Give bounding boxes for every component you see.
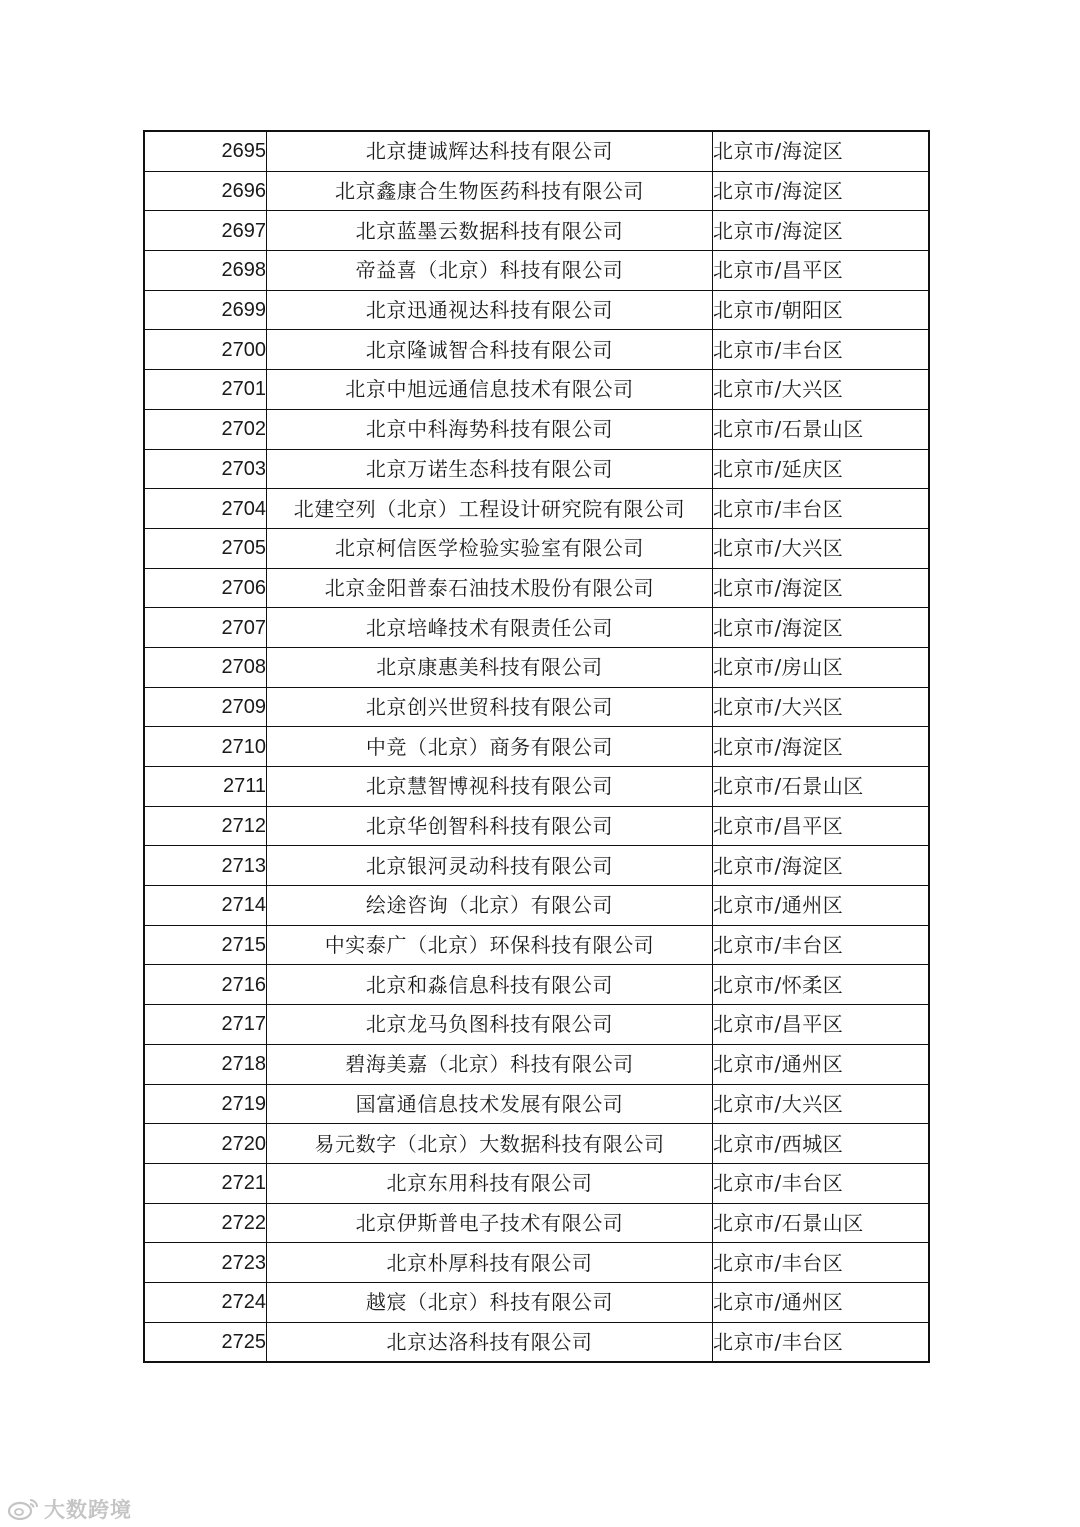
row-number-cell: 2704 <box>144 489 267 529</box>
company-name-cell: 北京慧智博视科技有限公司 <box>267 767 713 807</box>
company-name-cell: 国富通信息技术发展有限公司 <box>267 1084 713 1124</box>
row-number-cell: 2695 <box>144 131 267 171</box>
table-row <box>144 1322 929 1362</box>
region-cell: 北京市/海淀区 <box>713 131 930 171</box>
row-number-cell: 2703 <box>144 449 267 489</box>
table-row <box>144 489 929 529</box>
table-row <box>144 528 929 568</box>
company-name-cell: 北京华创智科科技有限公司 <box>267 806 713 846</box>
watermark <box>6 1494 132 1524</box>
region-cell: 北京市/大兴区 <box>713 687 930 727</box>
company-name-cell: 北京万诺生态科技有限公司 <box>267 449 713 489</box>
table-row <box>144 647 929 687</box>
company-name-cell: 北建空列（北京）工程设计研究院有限公司 <box>267 489 713 529</box>
row-number-cell: 2717 <box>144 1005 267 1045</box>
table-row <box>144 925 929 965</box>
table-row <box>144 1243 929 1283</box>
company-name-cell: 北京捷诚辉达科技有限公司 <box>267 131 713 171</box>
row-number-cell: 2709 <box>144 687 267 727</box>
table-row <box>144 687 929 727</box>
table-row <box>144 251 929 291</box>
region-cell: 北京市/石景山区 <box>713 767 930 807</box>
region-cell: 北京市/海淀区 <box>713 171 930 211</box>
company-name-cell: 北京东用科技有限公司 <box>267 1163 713 1203</box>
table-row <box>144 1005 929 1045</box>
company-name-cell: 北京银河灵动科技有限公司 <box>267 846 713 886</box>
table-row <box>144 806 929 846</box>
table-row <box>144 1163 929 1203</box>
region-cell: 北京市/怀柔区 <box>713 965 930 1005</box>
region-cell: 北京市/丰台区 <box>713 1163 930 1203</box>
table-row <box>144 449 929 489</box>
row-number-cell: 2720 <box>144 1124 267 1164</box>
region-cell: 北京市/西城区 <box>713 1124 930 1164</box>
row-number-cell: 2708 <box>144 647 267 687</box>
region-cell: 北京市/延庆区 <box>713 449 930 489</box>
company-name-cell: 中实泰广（北京）环保科技有限公司 <box>267 925 713 965</box>
company-name-cell: 北京康惠美科技有限公司 <box>267 647 713 687</box>
company-name-cell: 北京伊斯普电子技术有限公司 <box>267 1203 713 1243</box>
region-cell: 北京市/丰台区 <box>713 1322 930 1362</box>
company-list-table <box>143 130 930 1363</box>
table-row <box>144 965 929 1005</box>
region-cell: 北京市/海淀区 <box>713 608 930 648</box>
company-name-cell: 北京培峰技术有限责任公司 <box>267 608 713 648</box>
company-name-cell: 碧海美嘉（北京）科技有限公司 <box>267 1044 713 1084</box>
row-number-cell: 2700 <box>144 330 267 370</box>
table-row <box>144 171 929 211</box>
row-number-cell: 2715 <box>144 925 267 965</box>
row-number-cell: 2722 <box>144 1203 267 1243</box>
row-number-cell: 2714 <box>144 886 267 926</box>
company-name-cell: 北京金阳普泰石油技术股份有限公司 <box>267 568 713 608</box>
company-name-cell: 北京鑫康合生物医药科技有限公司 <box>267 171 713 211</box>
region-cell: 北京市/昌平区 <box>713 806 930 846</box>
company-name-cell: 北京和淼信息科技有限公司 <box>267 965 713 1005</box>
company-name-cell: 北京中旭远通信息技术有限公司 <box>267 370 713 410</box>
region-cell: 北京市/海淀区 <box>713 568 930 608</box>
row-number-cell: 2710 <box>144 727 267 767</box>
company-name-cell: 北京隆诚智合科技有限公司 <box>267 330 713 370</box>
row-number-cell: 2724 <box>144 1282 267 1322</box>
row-number-cell: 2711 <box>144 767 267 807</box>
region-cell: 北京市/通州区 <box>713 1044 930 1084</box>
region-cell: 北京市/大兴区 <box>713 528 930 568</box>
region-cell: 北京市/昌平区 <box>713 251 930 291</box>
table-row <box>144 846 929 886</box>
table-row <box>144 330 929 370</box>
row-number-cell: 2702 <box>144 409 267 449</box>
company-name-cell: 绘途咨询（北京）有限公司 <box>267 886 713 926</box>
company-name-cell: 北京蓝墨云数据科技有限公司 <box>267 211 713 251</box>
row-number-cell: 2705 <box>144 528 267 568</box>
region-cell: 北京市/丰台区 <box>713 489 930 529</box>
row-number-cell: 2721 <box>144 1163 267 1203</box>
row-number-cell: 2718 <box>144 1044 267 1084</box>
region-cell: 北京市/通州区 <box>713 886 930 926</box>
table-row <box>144 370 929 410</box>
company-name-cell: 北京创兴世贸科技有限公司 <box>267 687 713 727</box>
region-cell: 北京市/大兴区 <box>713 1084 930 1124</box>
company-name-cell: 北京中科海势科技有限公司 <box>267 409 713 449</box>
company-name-cell: 北京龙马负图科技有限公司 <box>267 1005 713 1045</box>
company-name-cell: 北京柯信医学检验实验室有限公司 <box>267 528 713 568</box>
row-number-cell: 2712 <box>144 806 267 846</box>
region-cell: 北京市/石景山区 <box>713 1203 930 1243</box>
company-name-cell: 北京达洛科技有限公司 <box>267 1322 713 1362</box>
region-cell: 北京市/海淀区 <box>713 846 930 886</box>
weibo-logo-icon <box>6 1497 40 1521</box>
row-number-cell: 2719 <box>144 1084 267 1124</box>
company-name-cell: 帝益喜（北京）科技有限公司 <box>267 251 713 291</box>
company-name-cell: 中竞（北京）商务有限公司 <box>267 727 713 767</box>
watermark-text: 大数跨境 <box>44 1498 132 1522</box>
row-number-cell: 2701 <box>144 370 267 410</box>
region-cell: 北京市/丰台区 <box>713 330 930 370</box>
region-cell: 北京市/房山区 <box>713 647 930 687</box>
table-row <box>144 1084 929 1124</box>
row-number-cell: 2699 <box>144 290 267 330</box>
table-row <box>144 1124 929 1164</box>
table-row <box>144 608 929 648</box>
company-name-cell: 北京朴厚科技有限公司 <box>267 1243 713 1283</box>
company-name-cell: 越宸（北京）科技有限公司 <box>267 1282 713 1322</box>
region-cell: 北京市/丰台区 <box>713 925 930 965</box>
table-row <box>144 568 929 608</box>
region-cell: 北京市/通州区 <box>713 1282 930 1322</box>
region-cell: 北京市/石景山区 <box>713 409 930 449</box>
row-number-cell: 2707 <box>144 608 267 648</box>
table-row <box>144 1044 929 1084</box>
row-number-cell: 2697 <box>144 211 267 251</box>
row-number-cell: 2713 <box>144 846 267 886</box>
row-number-cell: 2706 <box>144 568 267 608</box>
region-cell: 北京市/海淀区 <box>713 211 930 251</box>
region-cell: 北京市/大兴区 <box>713 370 930 410</box>
region-cell: 北京市/朝阳区 <box>713 290 930 330</box>
table-row <box>144 211 929 251</box>
table-body <box>144 131 929 1362</box>
table-row <box>144 290 929 330</box>
table-row <box>144 409 929 449</box>
table-row <box>144 1203 929 1243</box>
company-name-cell: 北京迅通视达科技有限公司 <box>267 290 713 330</box>
table-row <box>144 767 929 807</box>
row-number-cell: 2698 <box>144 251 267 291</box>
row-number-cell: 2696 <box>144 171 267 211</box>
region-cell: 北京市/昌平区 <box>713 1005 930 1045</box>
row-number-cell: 2716 <box>144 965 267 1005</box>
table-row <box>144 1282 929 1322</box>
table-row <box>144 886 929 926</box>
region-cell: 北京市/丰台区 <box>713 1243 930 1283</box>
row-number-cell: 2723 <box>144 1243 267 1283</box>
row-number-cell: 2725 <box>144 1322 267 1362</box>
table-row <box>144 727 929 767</box>
company-name-cell: 易元数字（北京）大数据科技有限公司 <box>267 1124 713 1164</box>
table-row <box>144 131 929 171</box>
region-cell: 北京市/海淀区 <box>713 727 930 767</box>
